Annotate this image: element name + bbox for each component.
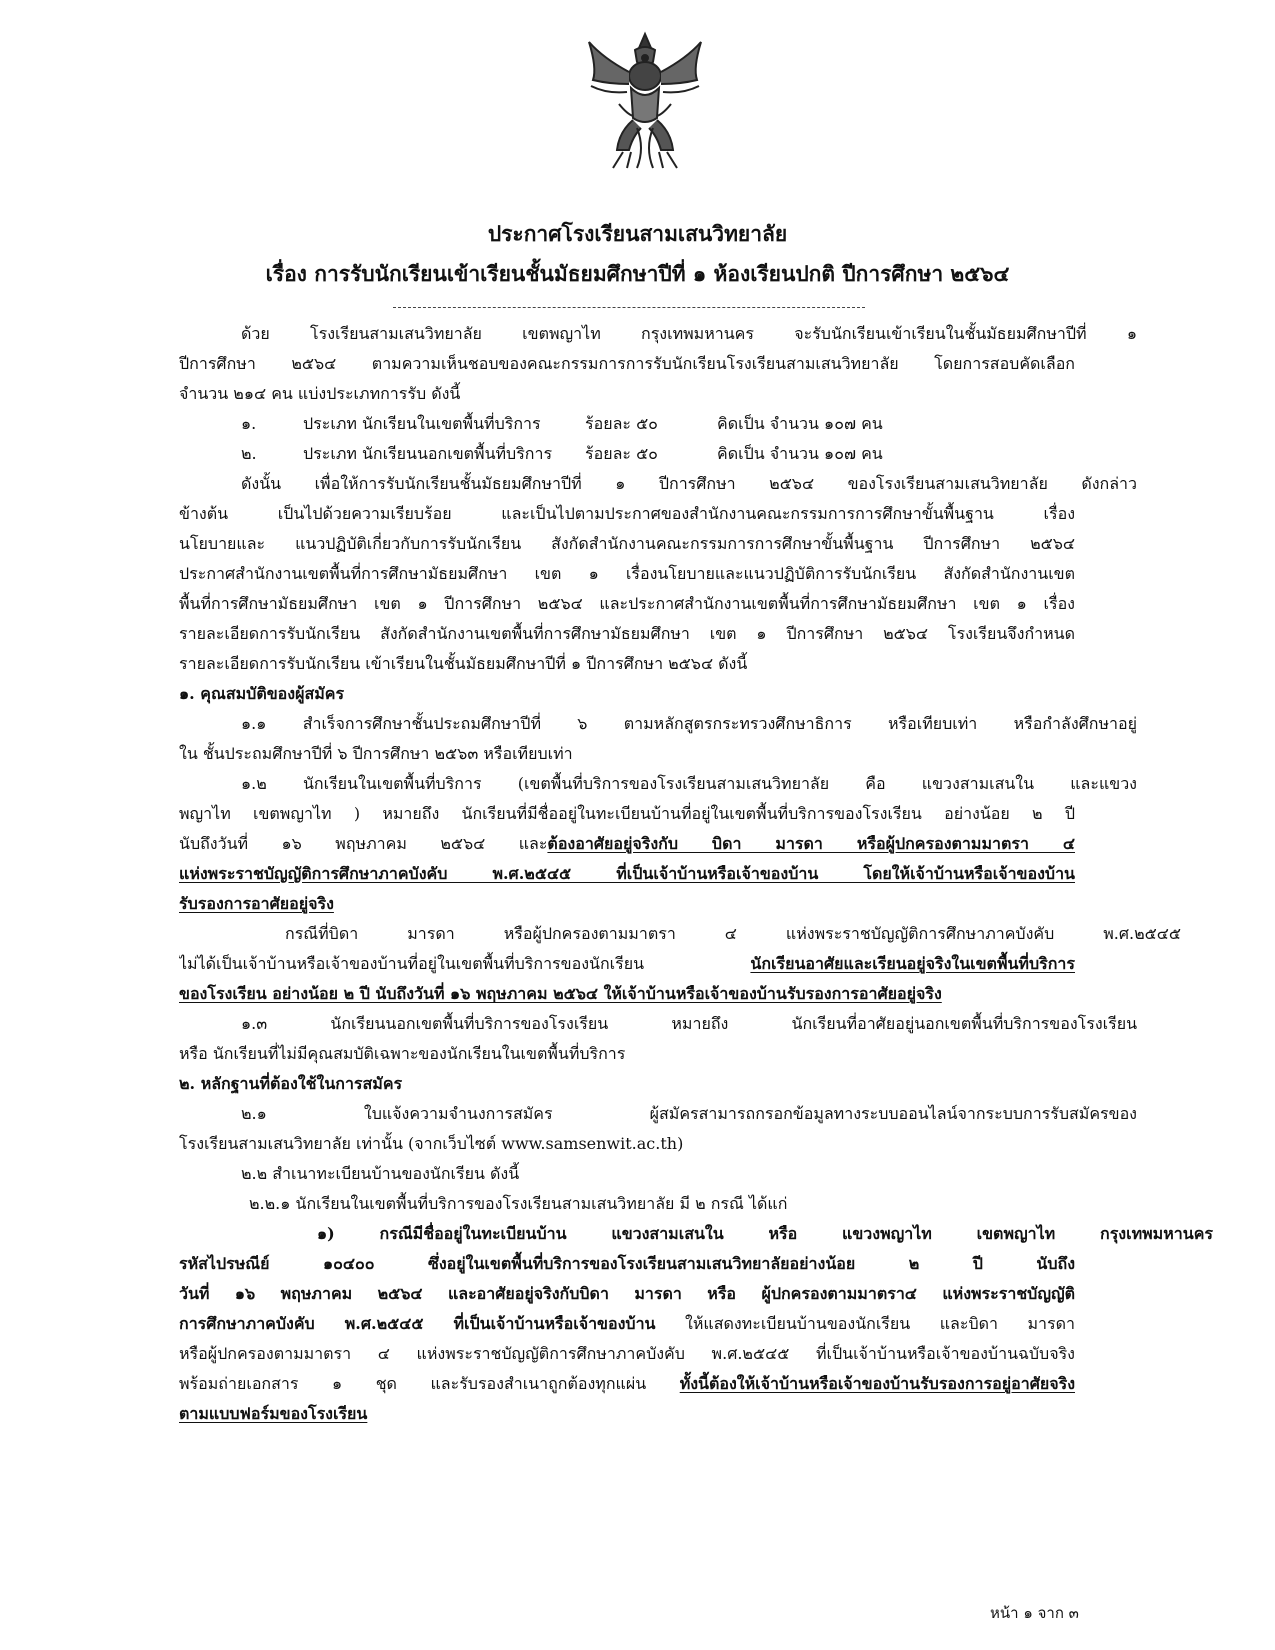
type-name: ประเภท นักเรียนนอกเขตพื้นที่บริการ xyxy=(303,444,553,463)
case-1-text: พร้อมถ่ายเอกสาร ๑ ชุด และรับรองสำเนาถูกต้องทุกแผ่น xyxy=(179,1374,680,1393)
intro-line: ด้วย โรงเรียนสามเสนวิทยาลัย เขตพญาไท กรุงเทพมหานคร จะรับนักเรียนเข้าเรียนในชั้นมัธยมศึกษาปีที่ ๑ xyxy=(241,324,1137,343)
case-1-line: วันที่ ๑๖ พฤษภาคม ๒๕๖๔ และอาศัยอยู่จริงกับบิดา มารดา หรือ ผู้ปกครองตามมาตรา๔ แห่งพระราชบัญญัติ xyxy=(179,1284,1075,1303)
para-line: พื้นที่การศึกษามัธยมศึกษา เขต ๑ ปีการศึกษา ๒๕๖๔ และประกาศสำนักงานเขตพื้นที่การศึกษามัธยมศึกษา เขต ๑ เรื่อง xyxy=(179,594,1075,613)
section-1-heading: ๑. คุณสมบัติของผู้สมัคร xyxy=(179,684,345,703)
title-divider xyxy=(393,307,865,308)
case-1-line xyxy=(179,1311,1075,1337)
clause-1-1-line: ใน ชั้นประถมศึกษาปีที่ ๖ ปีการศึกษา ๒๕๖๓ หรือเทียบเท่า xyxy=(179,744,573,763)
type-name: ประเภท นักเรียนในเขตพื้นที่บริการ xyxy=(303,414,541,433)
case-line: กรณีที่บิดา มารดา หรือผู้ปกครองตามมาตรา ๔ แห่งพระราชบัญญัติการศึกษาภาคบังคับ พ.ศ.๒๕๔๕ xyxy=(285,924,1181,943)
case-1-text: ให้แสดงทะเบียนบ้านของนักเรียน และบิดา มารดา xyxy=(655,1314,1075,1333)
clause-1-2-line xyxy=(179,831,1075,857)
clause-2-2-line: ๒.๒ สำเนาทะเบียนบ้านของนักเรียน ดังนี้ xyxy=(241,1164,520,1183)
type-number: ๑. xyxy=(241,414,257,433)
clause-2-1-line: โรงเรียนสามเสนวิทยาลัย เท่านั้น (จากเว็บไซต์ www.samsenwit.ac.th) xyxy=(179,1134,684,1153)
type-count: คิดเป็น จำนวน ๑๐๗ คน xyxy=(717,414,883,433)
case-text: ไม่ได้เป็นเจ้าบ้านหรือเจ้าของบ้านที่อยู่ในเขตพื้นที่บริการของนักเรียน xyxy=(179,954,751,973)
para-line: ข้างต้น เป็นไปด้วยความเรียบร้อย และเป็นไปตามประกาศของสำนักงานคณะกรรมการการศึกษาขั้นพื้นฐาน เรื่อง xyxy=(179,504,1075,523)
document-subject: เรื่อง การรับนักเรียนเข้าเรียนชั้นมัธยมศึกษาปีที่ ๑ ห้องเรียนปกติ ปีการศึกษา ๒๕๖๔ xyxy=(265,261,1010,286)
case-1-bold: การศึกษาภาคบังคับ พ.ศ.๒๕๔๕ ที่เป็นเจ้าบ้านหรือเจ้าของบ้าน xyxy=(179,1314,656,1333)
para-line: ดังนั้น เพื่อให้การรับนักเรียนชั้นมัธยมศึกษาปีที่ ๑ ปีการศึกษา ๒๕๖๔ ของโรงเรียนสามเสนวิทยาลัย ดังกล่าว xyxy=(241,474,1137,493)
type-number: ๒. xyxy=(241,444,257,463)
case-emphasis: นักเรียนอาศัยและเรียนอยู่จริงในเขตพื้นที่บริการ xyxy=(750,954,1075,973)
type-percent: ร้อยละ ๕๐ xyxy=(585,414,658,433)
document-title: ประกาศโรงเรียนสามเสนวิทยาลัย xyxy=(487,221,788,246)
type-row xyxy=(179,441,1137,467)
case-1-emphasis: ทั้งนี้ต้องให้เจ้าบ้านหรือเจ้าของบ้านรับรองการอยู่อาศัยจริง xyxy=(679,1374,1075,1393)
para-line: ประกาศสำนักงานเขตพื้นที่การศึกษามัธยมศึกษา เขต ๑ เรื่องนโยบายและแนวปฏิบัติการรับนักเรียน สังกัดสำนักงานเขต xyxy=(179,564,1075,583)
section-2-heading: ๒. หลักฐานที่ต้องใช้ในการสมัคร xyxy=(179,1074,403,1093)
page-number: หน้า ๑ จาก ๓ xyxy=(990,1604,1079,1622)
clause-2-1-line: ๒.๑ ใบแจ้งความจำนงการสมัคร ผู้สมัครสามารถกรอกข้อมูลทางระบบออนไลน์จากระบบการรับสมัครของ xyxy=(241,1104,1137,1123)
clause-1-2-emphasis-line: แห่งพระราชบัญญัติการศึกษาภาคบังคับ พ.ศ.๒๕๔๕ ที่เป็นเจ้าบ้านหรือเจ้าของบ้าน โดยให้เจ้าบ้านหรือเจ้าของบ้าน xyxy=(179,864,1075,883)
case-1-line: รหัสไปรษณีย์ ๑๐๔๐๐ ซึ่งอยู่ในเขตพื้นที่บริการของโรงเรียนสามเสนวิทยาลัยอย่างน้อย ๒ ปี นับถึง xyxy=(179,1254,1075,1273)
type-row xyxy=(179,411,1137,437)
case-1-emphasis-line: ตามแบบฟอร์มของโรงเรียน xyxy=(179,1404,368,1423)
clause-2-2-1-line: ๒.๒.๑ นักเรียนในเขตพื้นที่บริการของโรงเรียนสามเสนวิทยาลัย มี ๒ กรณี ได้แก่ xyxy=(249,1194,788,1213)
garuda-emblem xyxy=(583,28,707,176)
type-count: คิดเป็น จำนวน ๑๐๗ คน xyxy=(717,444,883,463)
clause-1-2-emphasis-line: รับรองการอาศัยอยู่จริง xyxy=(179,894,334,913)
case-emphasis-line: ของโรงเรียน อย่างน้อย ๒ ปี นับถึงวันที่ ๑๖ พฤษภาคม ๒๕๖๔ ให้เจ้าบ้านหรือเจ้าของบ้านรับรองการอาศัยอยู่จริง xyxy=(179,984,942,1003)
type-percent: ร้อยละ ๕๐ xyxy=(585,444,658,463)
case-1-line xyxy=(179,1371,1075,1397)
intro-line: จำนวน ๒๑๔ คน แบ่งประเภทการรับ ดังนี้ xyxy=(179,384,461,403)
case-1-line: หรือผู้ปกครองตามมาตรา ๔ แห่งพระราชบัญญัติการศึกษาภาคบังคับ พ.ศ.๒๕๔๕ ที่เป็นเจ้าบ้านหรือเจ้าของบ้านฉบับจริง xyxy=(179,1344,1075,1363)
clause-1-2-line: ๑.๒ นักเรียนในเขตพื้นที่บริการ (เขตพื้นที่บริการของโรงเรียนสามเสนวิทยาลัย คือ แขวงสามเสนใน และแขวง xyxy=(241,774,1137,793)
clause-1-3-line: หรือ นักเรียนที่ไม่มีคุณสมบัติเฉพาะของนักเรียนในเขตพื้นที่บริการ xyxy=(179,1044,626,1063)
clause-1-2-line: พญาไท เขตพญาไท ) หมายถึง นักเรียนที่มีชื่ออยู่ในทะเบียนบ้านที่อยู่ในเขตพื้นที่บริการของโรงเรียน อย่างน้อย ๒ ปี xyxy=(179,804,1075,823)
case-1-line: ๑) กรณีมีชื่ออยู่ในทะเบียนบ้าน แขวงสามเสนใน หรือ แขวงพญาไท เขตพญาไท กรุงเทพมหานคร xyxy=(317,1224,1213,1243)
intro-line: ปีการศึกษา ๒๕๖๔ ตามความเห็นชอบของคณะกรรมการการรับนักเรียนโรงเรียนสามเสนวิทยาลัย โดยการสอบคัดเลือก xyxy=(179,354,1075,373)
clause-1-3-line: ๑.๓ นักเรียนนอกเขตพื้นที่บริการของโรงเรียน หมายถึง นักเรียนที่อาศัยอยู่นอกเขตพื้นที่บริการของโรงเรียน xyxy=(241,1014,1137,1033)
para-line: รายละเอียดการรับนักเรียน สังกัดสำนักงานเขตพื้นที่การศึกษามัธยมศึกษา เขต ๑ ปีการศึกษา ๒๕๖๔ โรงเรียนจึงกำหนด xyxy=(179,624,1075,643)
clause-1-2-emphasis: ต้องอาศัยอยู่จริงกับ บิดา มารดา หรือผู้ปกครองตามมาตรา ๔ xyxy=(547,834,1075,853)
clause-1-2-text: นับถึงวันที่ ๑๖ พฤษภาคม ๒๕๖๔ และ xyxy=(179,834,548,853)
clause-1-1-line: ๑.๑ สำเร็จการศึกษาชั้นประถมศึกษาปีที่ ๖ ตามหลักสูตรกระทรวงศึกษาธิการ หรือเทียบเท่า หรือกำลังศึกษาอยู่ xyxy=(241,714,1137,733)
case-line xyxy=(179,951,1075,977)
para-line: รายละเอียดการรับนักเรียน เข้าเรียนในชั้นมัธยมศึกษาปีที่ ๑ ปีการศึกษา ๒๕๖๔ ดังนี้ xyxy=(179,654,748,673)
para-line: นโยบายและ แนวปฏิบัติเกี่ยวกับการรับนักเรียน สังกัดสำนักงานคณะกรรมการการศึกษาขั้นพื้นฐาน ปีการศึกษา ๒๕๖๔ xyxy=(179,534,1075,553)
